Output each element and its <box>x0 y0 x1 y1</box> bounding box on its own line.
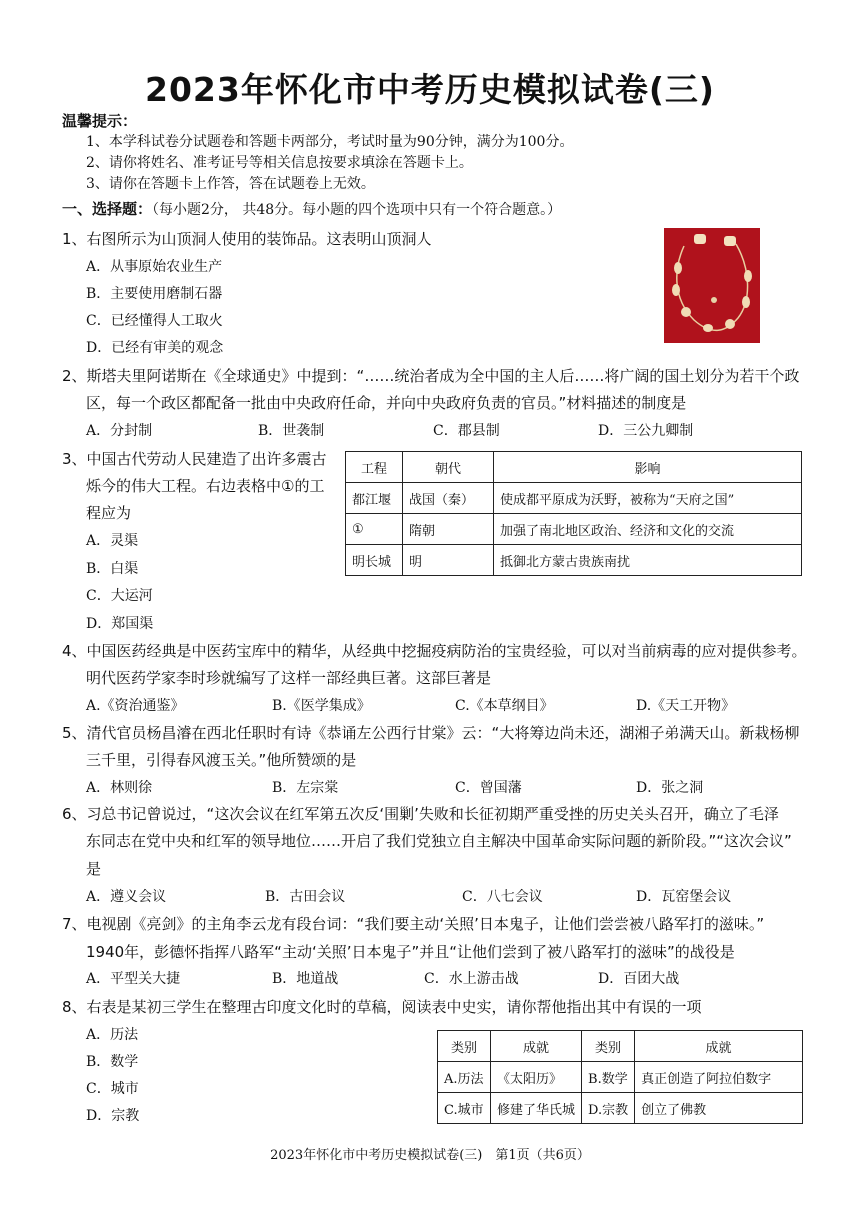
hint-label: 温馨提示： <box>62 112 138 130</box>
question-stem: 明代医药学家李时珍就编写了这样一部经典巨著。这部巨著是 <box>86 669 492 687</box>
question-stem: 4、中国医药经典是中医药宝库中的精华，从经典中挖掘疫病防治的宝贵经验，可以对当前病毒的应对提供参考。 <box>62 642 807 660</box>
option: C.《本草纲目》 <box>455 698 554 714</box>
question-stem: 2、斯塔夫里阿诺斯在《全球通史》中提到：“……统治者成为全中国的主人后……将广阔的国土划分为若干个政 <box>62 367 800 385</box>
table-cell: 明 <box>403 545 494 576</box>
table-cell: 隋朝 <box>403 514 494 545</box>
bone-bead-necklace-icon <box>664 228 760 343</box>
question-stem: 7、电视剧《亮剑》的主角李云龙有段台词：“我们要主动‘关照’日本鬼子，让他们尝尝被八路军打的滋味。” <box>62 915 765 933</box>
option: C．已经懂得人工取火 <box>86 313 223 329</box>
question-stem: 烁今的伟大工程。右边表格中①的工 <box>86 477 325 495</box>
table-header: 影响 <box>494 452 802 483</box>
option: C．城市 <box>86 1081 139 1097</box>
table-cell: ① <box>346 514 403 545</box>
question-stem: 5、清代官员杨昌濬在西北任职时有诗《恭诵左公西行甘棠》云：“大将筹边尚未还，湖湘子弟满天山。新栽杨柳 <box>62 724 800 742</box>
option: A．从事原始农业生产 <box>86 259 223 275</box>
table-cell: 修建了华氏城 <box>491 1093 582 1124</box>
table-row <box>346 514 802 545</box>
table-cell: 《太阳历》 <box>491 1062 582 1093</box>
option: B．白渠 <box>86 561 139 577</box>
table-row <box>438 1062 803 1093</box>
table-header-row <box>438 1031 803 1062</box>
section-note: （每小题2分， 共48分。每小题的四个选项中只有一个符合题意。） <box>152 202 562 218</box>
option: D．百团大战 <box>598 971 680 987</box>
table-cell: 都江堰 <box>346 483 403 514</box>
option: D．瓦窑堡会议 <box>636 889 732 905</box>
table-header: 朝代 <box>403 452 494 483</box>
option: B．数学 <box>86 1054 139 1070</box>
option: A．灵渠 <box>86 533 139 549</box>
option: B．古田会议 <box>265 889 346 905</box>
option: A．林则徐 <box>86 780 153 796</box>
option: B．主要使用磨制石器 <box>86 286 223 302</box>
option: B．世袭制 <box>258 423 325 439</box>
project-table <box>345 451 802 576</box>
option: C．八七会议 <box>462 889 543 905</box>
table-cell: 明长城 <box>346 545 403 576</box>
page-footer: 2023年怀化市中考历史模拟试卷(三) 第1页（共6页） <box>270 1148 590 1163</box>
option: D．三公九卿制 <box>598 423 694 439</box>
question-stem: 3、中国古代劳动人民建造了出许多震古 <box>62 450 327 468</box>
table-cell: 真正创造了阿拉伯数字 <box>635 1062 803 1093</box>
option: A.《资治通鉴》 <box>86 698 185 714</box>
table-header: 成就 <box>635 1031 803 1062</box>
option: A．遵义会议 <box>86 889 167 905</box>
question-stem: 程应为 <box>86 504 132 522</box>
page-title: 2023年怀化市中考历史模拟试卷(三) <box>144 70 715 109</box>
table-header: 类别 <box>582 1031 635 1062</box>
question-stem: 东同志在党中央和红军的领导地位……开启了我们党独立自主解决中国革命实际问题的新阶段。”“这次会议” <box>86 832 792 850</box>
section-heading <box>62 198 561 219</box>
option: B．左宗棠 <box>272 780 339 796</box>
option: D．宗教 <box>86 1108 140 1124</box>
question-stem: 区，每一个政区都配备一批由中央政府任命，并向中央政府负责的官员。”材料描述的制度是 <box>86 394 687 412</box>
table-cell: C.城市 <box>438 1093 491 1124</box>
india-culture-table <box>437 1030 803 1124</box>
question-stem: 8、右表是某初三学生在整理古印度文化时的草稿，阅读表中史实，请你帮他指出其中有误的一项 <box>62 998 702 1016</box>
option: A．历法 <box>86 1027 139 1043</box>
table-row <box>346 545 802 576</box>
question-stem: 1940年，彭德怀指挥八路军“主动‘关照’日本鬼子”并且“让他们尝到了被八路军打的滋味”的战役是 <box>86 943 735 961</box>
table-row <box>438 1093 803 1124</box>
table-cell: A.历法 <box>438 1062 491 1093</box>
option: A．分封制 <box>86 423 153 439</box>
hint-item: 3、请你在答题卡上作答，答在试题卷上无效。 <box>86 176 375 192</box>
section-title: 一、选择题： <box>62 200 153 218</box>
table-cell: 抵御北方蒙古贵族南扰 <box>494 545 802 576</box>
option: B．地道战 <box>272 971 339 987</box>
table-cell: 使成都平原成为沃野，被称为“天府之国” <box>494 483 802 514</box>
option: D．张之洞 <box>636 780 704 796</box>
hint-item: 1、本学科试卷分试题卷和答题卡两部分，考试时量为90分钟，满分为100分。 <box>86 134 574 150</box>
option: D．已经有审美的观念 <box>86 340 224 356</box>
question-stem: 1、右图所示为山顶洞人使用的装饰品。这表明山顶洞人 <box>62 230 432 248</box>
option: B.《医学集成》 <box>272 698 371 714</box>
table-cell: 战国（秦） <box>403 483 494 514</box>
question-stem: 三千里，引得春风渡玉关。”他所赞颂的是 <box>86 751 357 769</box>
option: D.《天工开物》 <box>636 698 736 714</box>
table-cell: D.宗教 <box>582 1093 635 1124</box>
question-stem: 6、习总书记曾说过，“这次会议在红军第五次反‘围剿’失败和长征初期严重受挫的历史关头召开，确立了毛泽 <box>62 805 779 823</box>
table-row <box>346 483 802 514</box>
table-header: 工程 <box>346 452 403 483</box>
table-cell: B.数学 <box>582 1062 635 1093</box>
table-cell: 加强了南北地区政治、经济和文化的交流 <box>494 514 802 545</box>
option: C．曾国藩 <box>455 780 522 796</box>
option: C．郡县制 <box>433 423 500 439</box>
table-cell: 创立了佛教 <box>635 1093 803 1124</box>
option: D．郑国渠 <box>86 616 154 632</box>
table-header: 类别 <box>438 1031 491 1062</box>
table-header-row <box>346 452 802 483</box>
hint-item: 2、请你将姓名、准考证号等相关信息按要求填涂在答题卡上。 <box>86 155 473 171</box>
option: C．水上游击战 <box>424 971 519 987</box>
option: C．大运河 <box>86 588 153 604</box>
option: A．平型关大捷 <box>86 971 181 987</box>
necklace-photo <box>664 228 760 343</box>
table-header: 成就 <box>491 1031 582 1062</box>
question-stem: 是 <box>86 860 102 878</box>
